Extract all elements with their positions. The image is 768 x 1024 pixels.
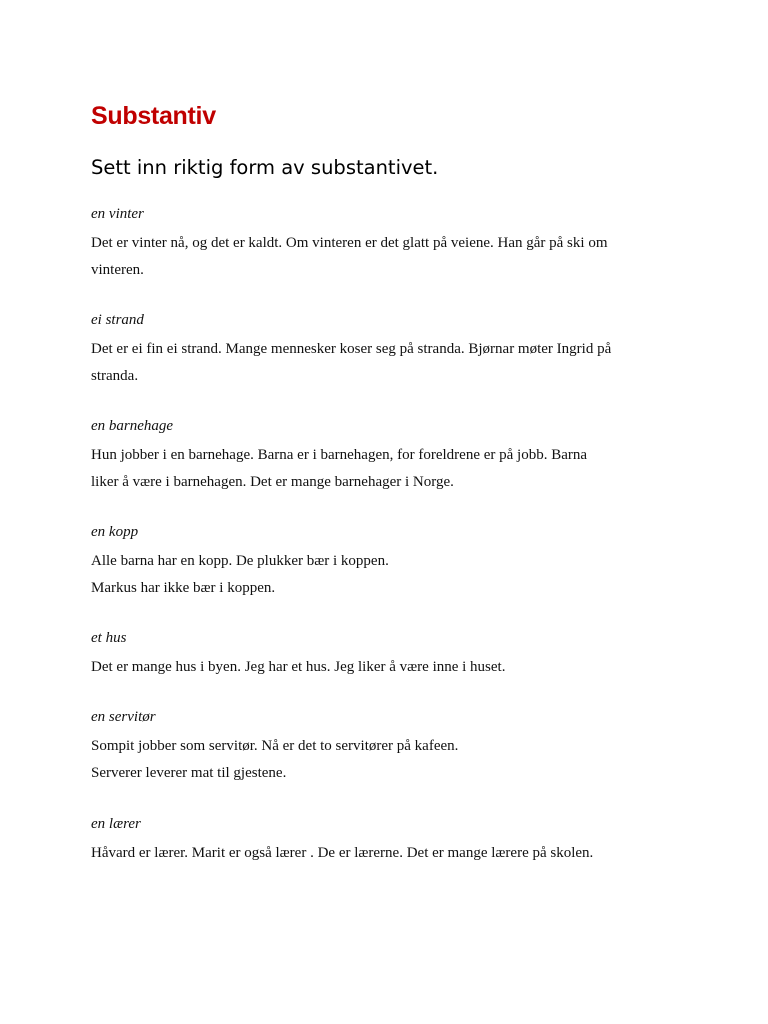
exercise-sentence: Det er mange hus i byen. Jeg har et hus. Jeg liker å være inne i huset. bbox=[91, 659, 506, 675]
exercise-word: ei strand bbox=[91, 312, 144, 328]
exercise-word: et hus bbox=[91, 630, 127, 646]
exercise-sentence: liker å være i barnehagen. Det er mange barnehager i Norge. bbox=[91, 474, 454, 490]
exercise-sentence: Markus har ikke bær i koppen. bbox=[91, 580, 276, 596]
exercise-word: en vinter bbox=[91, 206, 144, 222]
exercise-word: en barnehage bbox=[91, 418, 174, 434]
exercise-sentence: Det er vinter nå, og det er kaldt. Om vinteren er det glatt på veiene. Han går på ski om bbox=[91, 235, 608, 251]
exercise-word: en kopp bbox=[91, 524, 139, 540]
exercise-sentence: Sompit jobber som servitør. Nå er det to servitører på kafeen. bbox=[91, 738, 459, 754]
exercise-sentence: Serverer leverer mat til gjestene. bbox=[91, 765, 287, 781]
instruction-text: Sett inn riktig form av substantivet. bbox=[91, 156, 439, 179]
exercise-sentence: Det er ei fin ei strand. Mange mennesker koser seg på stranda. Bjørnar møter Ingrid på bbox=[91, 341, 612, 357]
exercise-sentence: Alle barna har en kopp. De plukker bær i koppen. bbox=[91, 553, 389, 569]
exercise-sentence: stranda. bbox=[91, 368, 139, 384]
exercise-sentence: Håvard er lærer. Marit er også lærer . De er lærerne. Det er mange lærere på skolen. bbox=[91, 845, 594, 861]
exercise-block-strand bbox=[91, 311, 691, 390]
exercise-sentence: Hun jobber i en barnehage. Barna er i barnehagen, for foreldrene er på jobb. Barna bbox=[91, 447, 588, 463]
exercise-sentence: vinteren. bbox=[91, 262, 144, 278]
exercise-word: en servitør bbox=[91, 709, 156, 725]
exercise-block-barnehage bbox=[91, 417, 691, 496]
exercise-word: en lærer bbox=[91, 816, 141, 832]
page-title: Substantiv bbox=[91, 102, 216, 130]
exercise-block-kopp bbox=[91, 523, 691, 602]
exercise-block-vinter bbox=[91, 205, 691, 284]
exercise-block-laerer bbox=[91, 815, 691, 867]
exercise-block-hus bbox=[91, 629, 691, 681]
exercise-block-servitor bbox=[91, 708, 691, 787]
